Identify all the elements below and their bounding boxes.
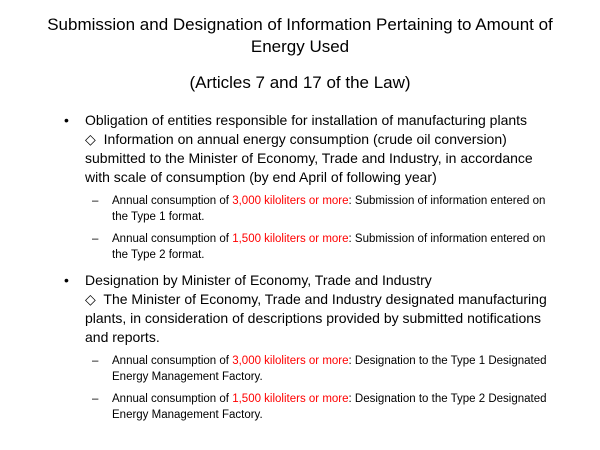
section-obligation-detail: Information on annual energy consumption (crude oil conversion) submitted to the Minister of Economy, Trade and Industry, in accordance with scale of consumption (by end April of following year)	[85, 131, 533, 185]
obligation-item-type1	[0, 193, 600, 225]
dash-icon: –	[92, 355, 99, 367]
dash-icon: –	[92, 393, 99, 405]
title-subtitle: (Articles 7 and 17 of the Law)	[189, 73, 411, 92]
diamond-icon: ◇	[85, 131, 96, 147]
item-suffix: : Designation to the Type 2 Designated Energy Management Factory.	[112, 393, 547, 421]
item-prefix: Annual consumption of	[112, 233, 233, 245]
item-prefix: Annual consumption of	[112, 393, 233, 405]
dash-icon: –	[92, 233, 99, 245]
item-highlight: 1,500 kiloliters or more	[232, 393, 349, 405]
item-suffix: : Submission of information entered on the Type 1 format.	[112, 195, 546, 223]
section-obligation-heading: Obligation of entities responsible for installation of manufacturing plants	[85, 112, 528, 128]
item-suffix: : Submission of information entered on the Type 2 format.	[112, 233, 546, 261]
dash-icon: –	[92, 195, 99, 207]
bullet-icon: •	[64, 272, 69, 288]
section-designation	[0, 271, 600, 347]
obligation-item-type2	[0, 231, 600, 263]
diamond-icon: ◇	[85, 291, 96, 307]
section-designation-heading: Designation by Minister of Economy, Trade and Industry	[85, 272, 432, 288]
designation-item-type2	[0, 391, 600, 423]
item-prefix: Annual consumption of	[112, 195, 233, 207]
title-main: Submission and Designation of Information Pertaining to Amount of Energy Used	[47, 15, 553, 56]
item-prefix: Annual consumption of	[112, 355, 233, 367]
designation-item-type1	[0, 353, 600, 385]
bullet-icon: •	[64, 112, 69, 128]
item-highlight: 3,000 kiloliters or more	[232, 355, 349, 367]
section-designation-detail: The Minister of Economy, Trade and Industry designated manufacturing plants, in consideration of descriptions provided by submitted notifications and reports.	[85, 291, 547, 345]
item-highlight: 3,000 kiloliters or more	[232, 195, 349, 207]
section-obligation	[0, 111, 600, 187]
slide-title	[30, 14, 570, 94]
item-highlight: 1,500 kiloliters or more	[232, 233, 349, 245]
item-suffix: : Designation to the Type 1 Designated Energy Management Factory.	[112, 355, 547, 383]
slide-content	[0, 111, 600, 423]
